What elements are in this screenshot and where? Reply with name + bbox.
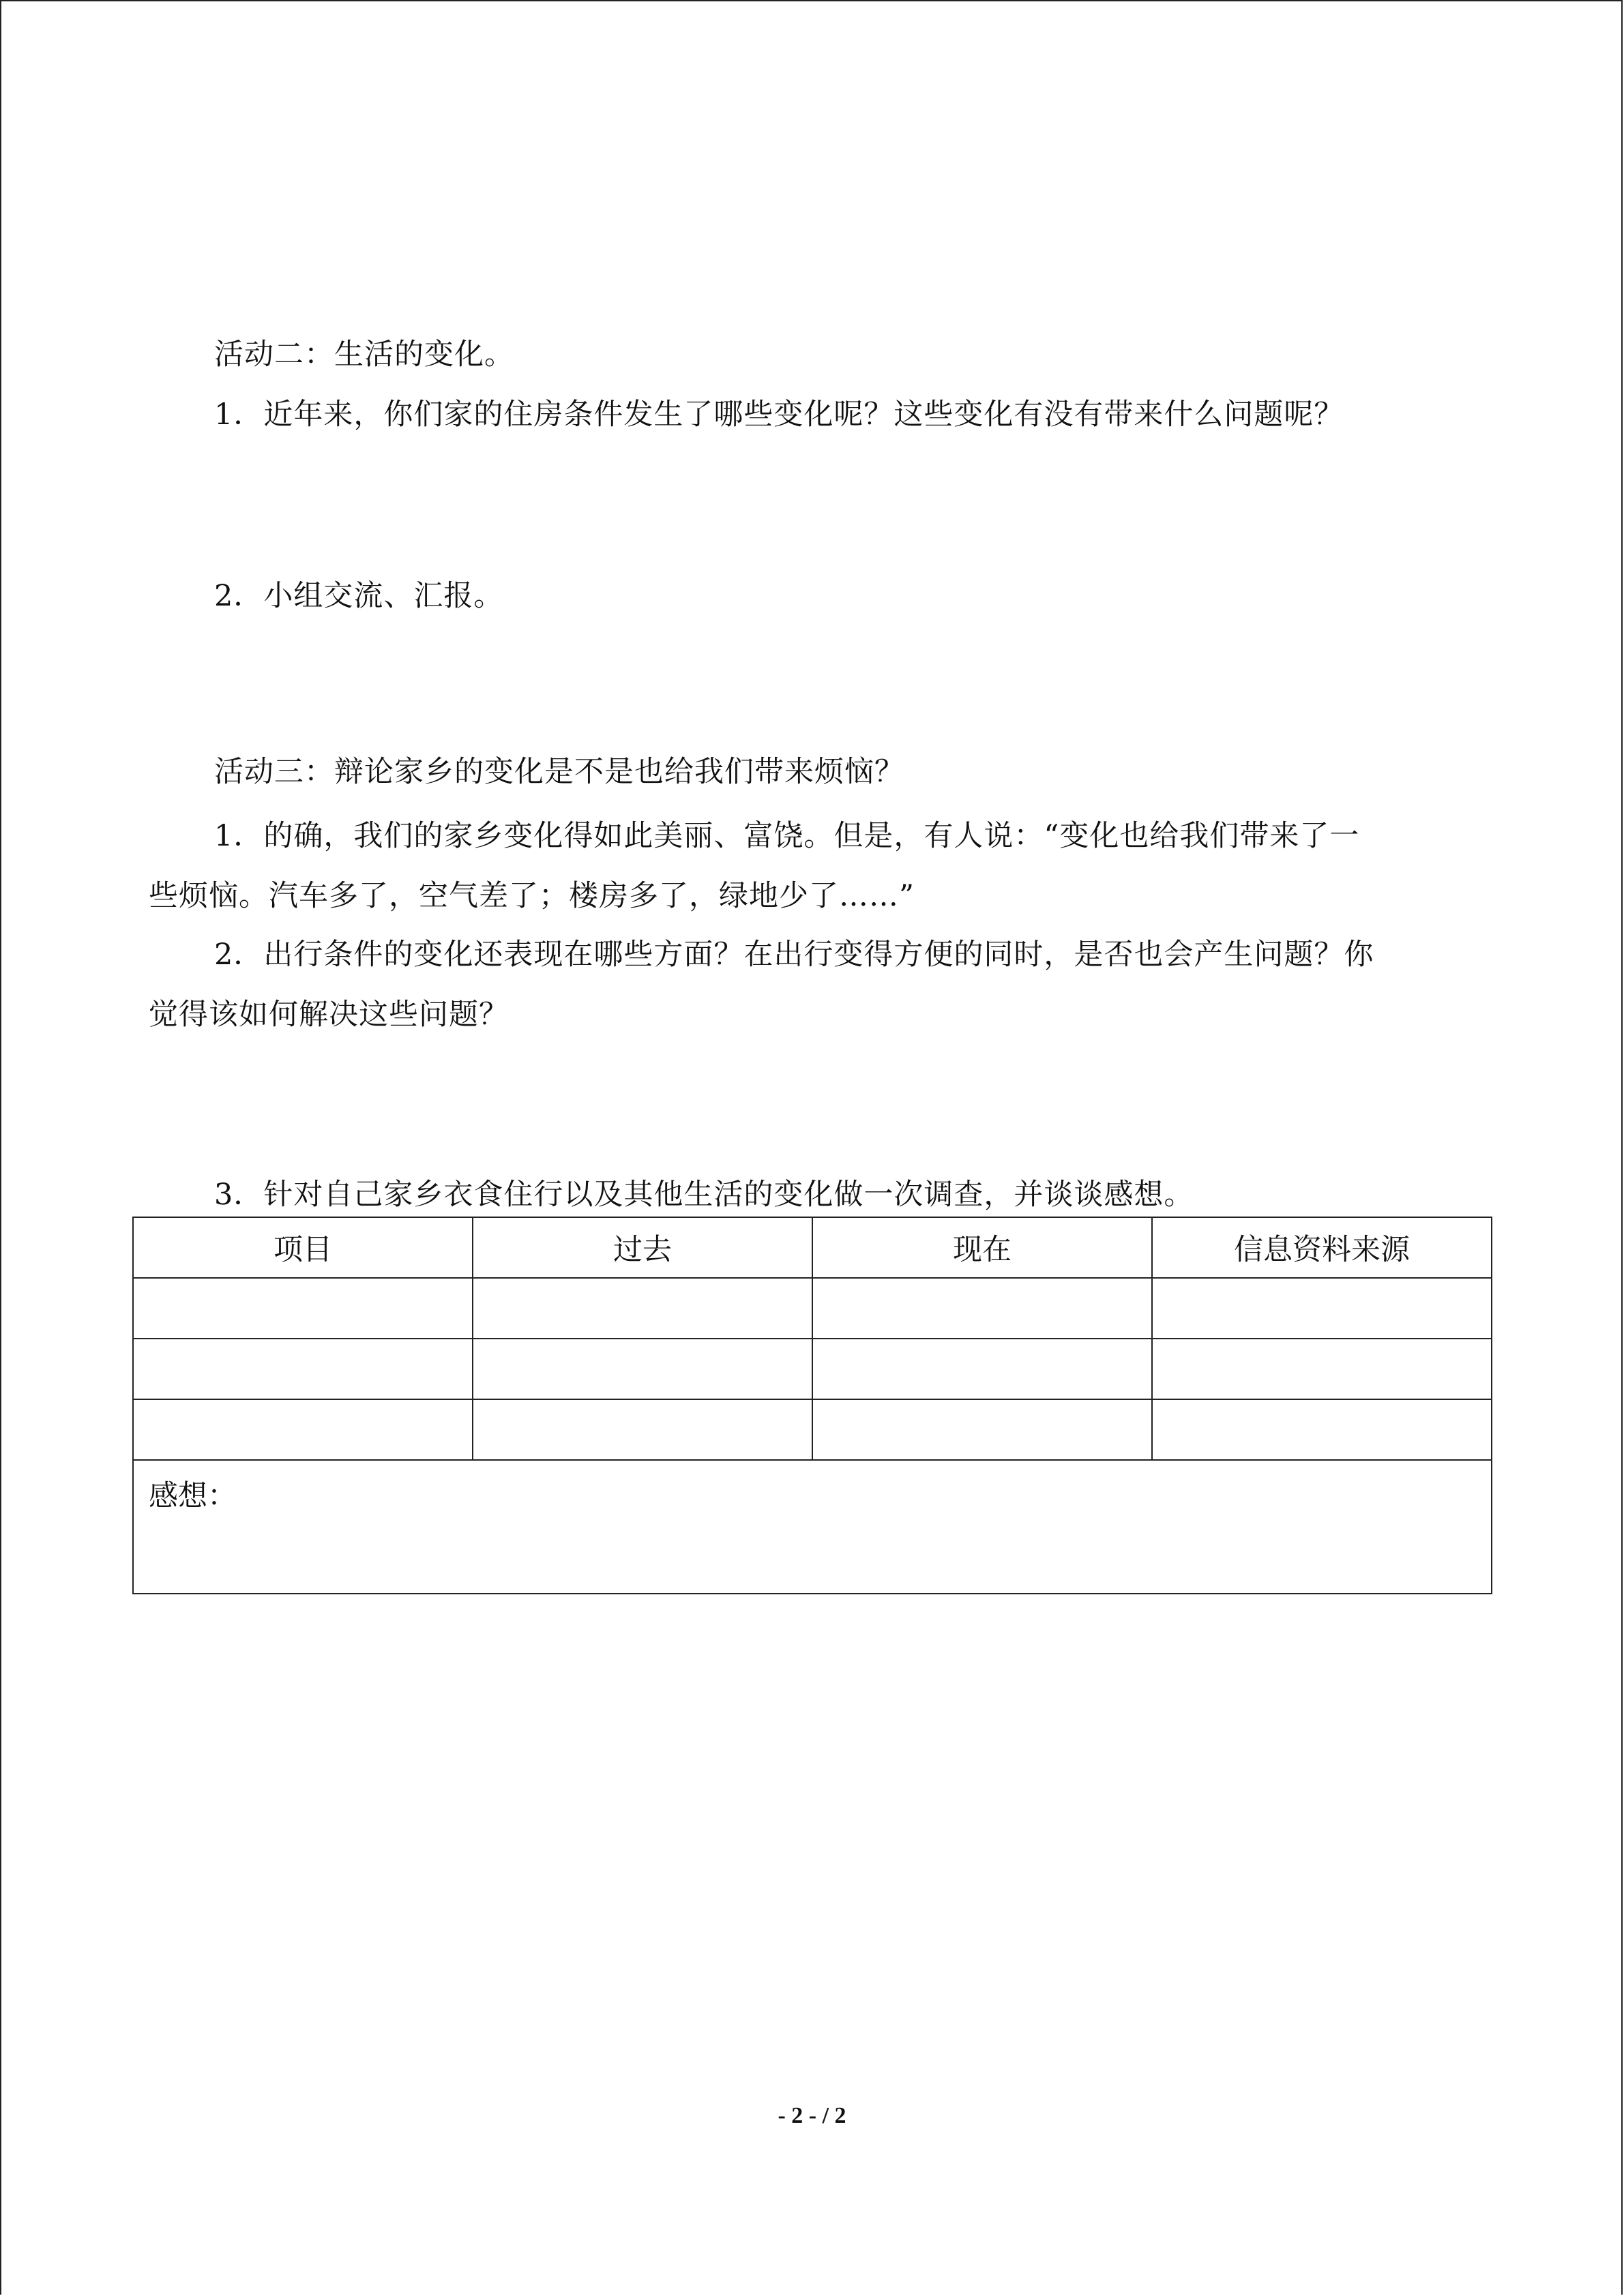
- table-cell[interactable]: [1152, 1278, 1492, 1339]
- table-cell[interactable]: [133, 1399, 473, 1460]
- header-present: 现在: [812, 1217, 1152, 1278]
- table-row: [133, 1399, 1492, 1460]
- table-cell[interactable]: [1152, 1399, 1492, 1460]
- survey-table: [132, 1217, 1492, 1594]
- table-cell[interactable]: [812, 1399, 1152, 1460]
- header-item: 项目: [133, 1217, 473, 1278]
- table-cell[interactable]: [1152, 1339, 1492, 1399]
- table-cell[interactable]: [473, 1278, 812, 1339]
- table-cell[interactable]: [133, 1339, 473, 1399]
- activity2-title: 活动二：生活的变化。: [214, 338, 514, 372]
- thoughts-label: 感想：: [149, 1479, 237, 1513]
- table-cell[interactable]: [473, 1399, 812, 1460]
- table-header-row: [133, 1217, 1492, 1278]
- activity2-question-1: 1．近年来，你们家的住房条件发生了哪些变化呢？这些变化有没有带来什么问题呢？: [214, 398, 1344, 432]
- header-past: 过去: [473, 1217, 812, 1278]
- activity3-question-3: 3．针对自己家乡衣食住行以及其他生活的变化做一次调查，并谈谈感想。: [214, 1178, 1194, 1212]
- activity3-title: 活动三：辩论家乡的变化是不是也给我们带来烦恼？: [214, 755, 904, 789]
- table-row: [133, 1339, 1492, 1399]
- thoughts-row: [133, 1460, 1492, 1594]
- table-cell[interactable]: [812, 1339, 1152, 1399]
- activity3-question-1-line-1: 1．的确，我们的家乡变化得如此美丽、富饶。但是，有人说：“变化也给我们带来了一: [214, 819, 1360, 853]
- activity3-question-2-line-2: 觉得该如何解决这些问题？: [149, 998, 509, 1032]
- header-source: 信息资料来源: [1152, 1217, 1492, 1278]
- table-cell[interactable]: [812, 1278, 1152, 1339]
- table-cell[interactable]: [133, 1278, 473, 1339]
- table-row: [133, 1278, 1492, 1339]
- activity3-question-2-line-1: 2．出行条件的变化还表现在哪些方面？在出行变得方便的同时，是否也会产生问题？你: [214, 938, 1374, 972]
- activity2-question-2: 2．小组交流、汇报。: [214, 579, 504, 613]
- table-cell[interactable]: [473, 1339, 812, 1399]
- activity3-question-1-line-2: 些烦恼。汽车多了，空气差了；楼房多了，绿地少了……”: [149, 879, 915, 913]
- page-number: - 2 - / 2: [778, 2103, 846, 2128]
- thoughts-cell[interactable]: [133, 1460, 1492, 1594]
